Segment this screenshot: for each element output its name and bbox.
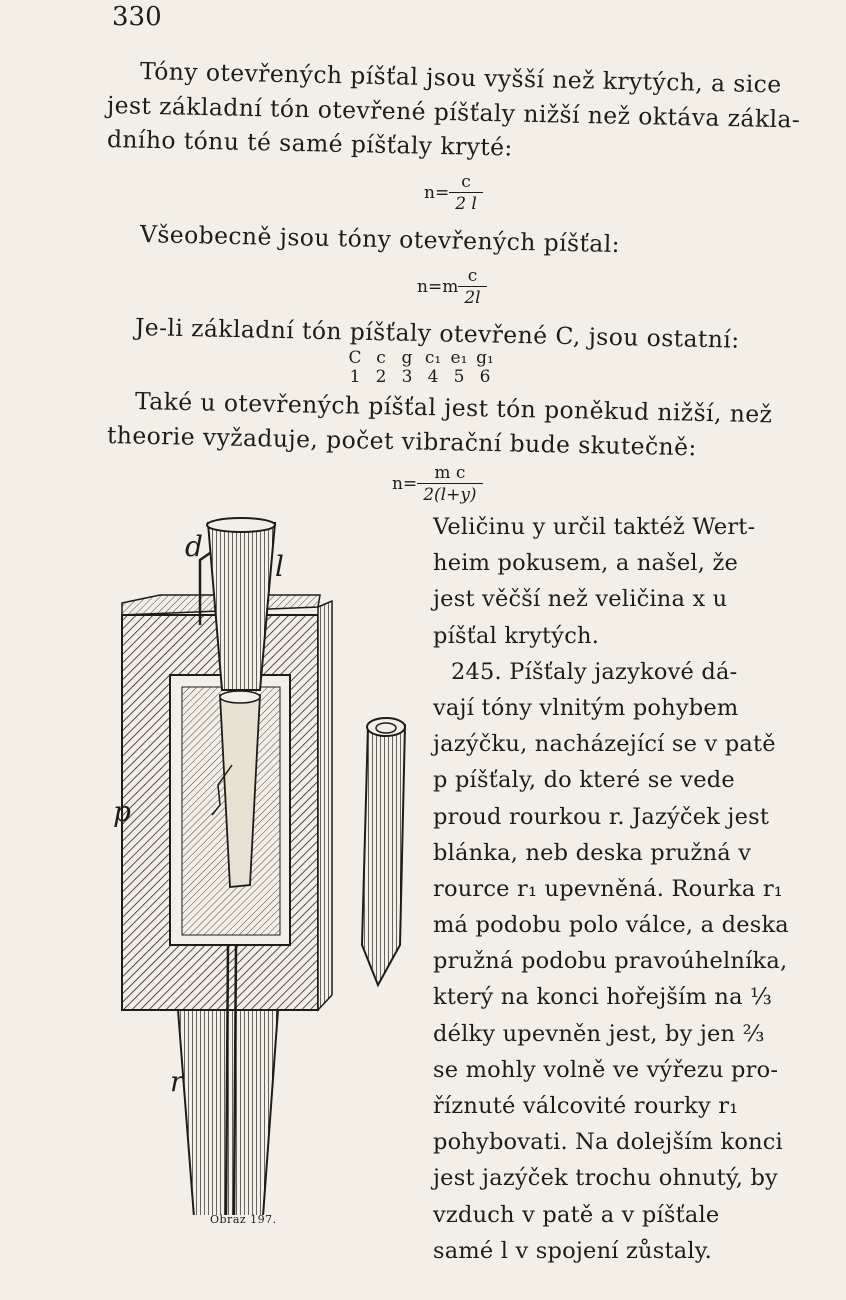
number-cell: 6 <box>479 367 491 387</box>
formula-1-fraction <box>449 172 483 215</box>
note-cell: c <box>376 348 386 368</box>
separate-reed-tube-bore <box>376 723 396 733</box>
number-cell: 5 <box>453 367 465 387</box>
reed-pipe-figure <box>100 515 430 1215</box>
block-side <box>318 601 332 1010</box>
label-p: p <box>113 795 131 828</box>
column-line: proud rourkou r. Jazýček jest <box>433 803 770 830</box>
text-column <box>433 514 793 1274</box>
column-line: vzduch v patě a v píšťale <box>433 1201 720 1228</box>
formula-1-numerator: c <box>449 172 483 193</box>
note-cell: g₁ <box>476 348 494 368</box>
figure-caption: Obraz 197. <box>210 1213 277 1226</box>
upper-pipe-rim <box>207 518 275 532</box>
formula-2-fraction <box>458 266 486 309</box>
formula-1-lhs: n= <box>424 183 450 203</box>
column-line: Veličinu y určil taktéž Wert- <box>433 514 756 540</box>
formula-3-fraction <box>417 463 482 506</box>
column-line: vají tóny vlnitým pohybem <box>433 694 739 721</box>
column-line: má podobu polo válce, a deska <box>433 912 789 939</box>
formula-1-denominator: 2 l <box>455 194 477 214</box>
note-cell: e₁ <box>450 348 468 368</box>
note-cell: g <box>401 348 413 368</box>
column-line: blánka, neb deska pružná v <box>433 839 752 866</box>
para3: Je-li základní tón píšťaly otevřené C, jsou ostatní: <box>134 313 740 354</box>
number-cell: 3 <box>401 367 413 387</box>
formula-3-numerator: m c <box>417 463 482 484</box>
column-line: píšťal krytých. <box>433 622 600 649</box>
number-cell: 2 <box>375 367 387 387</box>
column-line: se mohly volně ve výřezu pro- <box>433 1056 779 1083</box>
note-row <box>342 349 498 368</box>
note-cell: c₁ <box>424 348 442 368</box>
number-cell: 1 <box>349 367 361 387</box>
column-line: 245. Píšťaly jazykové dá- <box>451 658 738 685</box>
note-cell: C <box>348 348 362 368</box>
reed-tube-rim <box>220 691 260 703</box>
label-r: r <box>170 1065 184 1098</box>
formula-1 <box>424 172 483 215</box>
column-line: jest jazýček trochu ohnutý, by <box>433 1165 778 1192</box>
label-l: l <box>275 550 284 583</box>
label-d: d <box>185 530 203 563</box>
column-line: jest věčší než veličina x u <box>433 586 728 613</box>
column-line: který na konci hořejším na ⅓ <box>433 984 773 1011</box>
formula-3 <box>392 463 483 506</box>
formula-2-denominator: 2l <box>464 288 481 308</box>
column-line: délky upevněn jest, by jen ⅔ <box>433 1020 765 1047</box>
formula-3-lhs: n= <box>392 474 418 494</box>
separate-reed-tube <box>362 725 405 985</box>
column-line: pružná podobu pravoúhelníka, <box>433 948 788 975</box>
column-line: p píšťaly, do které se vede <box>433 767 735 794</box>
column-line: heim pokusem, a našel, že <box>433 550 739 577</box>
column-line: rource r₁ upevněná. Rourka r₁ <box>433 875 783 902</box>
para2: Všeobecně jsou tóny otevřených píšťal: <box>139 220 621 259</box>
number-row <box>342 368 498 387</box>
column-line: jazýčku, nacházející se v patě <box>433 731 776 758</box>
column-line: pohybovati. Na dolejším konci <box>433 1129 783 1156</box>
page-number: 330 <box>112 2 162 32</box>
column-line: říznuté válcovité rourky r₁ <box>433 1093 739 1119</box>
formula-2-numerator: c <box>458 266 486 287</box>
column-line: samé l v spojení zůstaly. <box>433 1237 713 1264</box>
para1-line2: jest základní tón otevřené píšťaly nižší než oktáva zákla- <box>106 91 801 134</box>
note-scale <box>342 349 498 387</box>
para1-line1: Tóny otevřených píšťal jsou vyšší než krytých, a sice <box>139 57 782 99</box>
para4-line2: theorie vyžaduje, počet vibrační bude skutečně: <box>106 421 698 462</box>
para4-line1: Také u otevřených píšťal jest tón poněkud nižší, než <box>134 387 773 429</box>
para1-line3: dního tónu té samé píšťaly kryté: <box>106 125 514 162</box>
formula-2 <box>417 266 487 309</box>
formula-2-lhs: n=m <box>417 277 459 297</box>
formula-3-denominator: 2(l+y) <box>423 485 477 505</box>
number-cell: 4 <box>427 367 439 387</box>
